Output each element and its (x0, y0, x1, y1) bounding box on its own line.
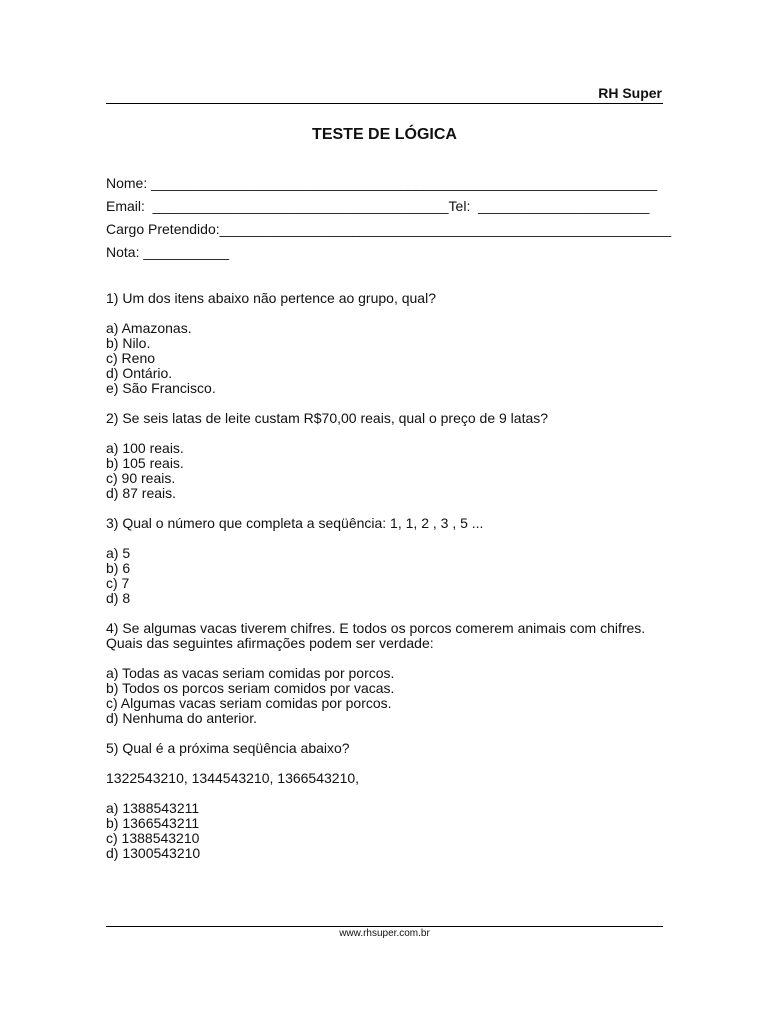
question-5-sequence: 1322543210, 1344543210, 1366543210, (106, 770, 360, 786)
question-1-option-b: b) Nilo. (106, 335, 151, 351)
question-4-option-d: d) Nenhuma do anterior. (106, 710, 257, 726)
question-2: 2) Se seis latas de leite custam R$70,00 reais, qual o preço de 9 latas? (106, 410, 549, 426)
question-1-option-c: c) Reno (106, 350, 156, 366)
question-1: 1) Um dos itens abaixo não pertence ao grupo, qual? (106, 290, 436, 306)
form-cargo-line: Cargo Pretendido:__________________________________________________________ (106, 221, 672, 237)
question-1-option-a: a) Amazonas. (106, 320, 192, 336)
question-4-option-c: c) Algumas vacas seriam comidas por porcos. (106, 695, 392, 711)
question-5-option-a: a) 1388543211 (106, 800, 200, 816)
header-brand: RH Super (598, 85, 662, 101)
question-5: 5) Qual é a próxima seqüência abaixo? (106, 740, 350, 756)
question-3-option-c: c) 7 (106, 575, 130, 591)
question-4-continuation: Quais das seguintes afirmações podem ser verdade: (106, 635, 434, 651)
question-2-option-a: a) 100 reais. (106, 440, 184, 456)
question-4-option-a: a) Todas as vacas seriam comidas por porcos. (106, 665, 395, 681)
question-5-option-b: b) 1366543211 (106, 815, 200, 831)
question-2-option-b: b) 105 reais. (106, 455, 184, 471)
question-4: 4) Se algumas vacas tiverem chifres. E todos os porcos comerem animais com chifres. (106, 620, 646, 636)
question-5-option-d: d) 1300543210 (106, 845, 201, 861)
form-name-line: Nome: _________________________________________________________________ (106, 175, 658, 191)
question-1-option-d: d) Ontário. (106, 365, 173, 381)
question-2-option-c: c) 90 reais. (106, 470, 176, 486)
header-divider (106, 103, 663, 104)
question-3-option-b: b) 6 (106, 560, 131, 576)
question-3-option-d: d) 8 (106, 590, 131, 606)
page-title: TESTE DE LÓGICA (312, 126, 457, 143)
form-nota-line: Nota: ___________ (106, 244, 229, 260)
question-3-option-a: a) 5 (106, 545, 131, 561)
question-4-option-b: b) Todos os porcos seriam comidos por vacas. (106, 680, 395, 696)
footer-url: www.rhsuper.com.br (339, 928, 430, 939)
question-2-option-d: d) 87 reais. (106, 485, 177, 501)
question-3: 3) Qual o número que completa a seqüência: 1, 1, 2 , 3 , 5 ... (106, 515, 484, 531)
form-email-line: Email: ______________________________________Tel: ______________________ (106, 198, 650, 214)
question-1-option-e: e) São Francisco. (106, 380, 216, 396)
footer-divider (106, 926, 663, 927)
question-5-option-c: c) 1388543210 (106, 830, 200, 846)
